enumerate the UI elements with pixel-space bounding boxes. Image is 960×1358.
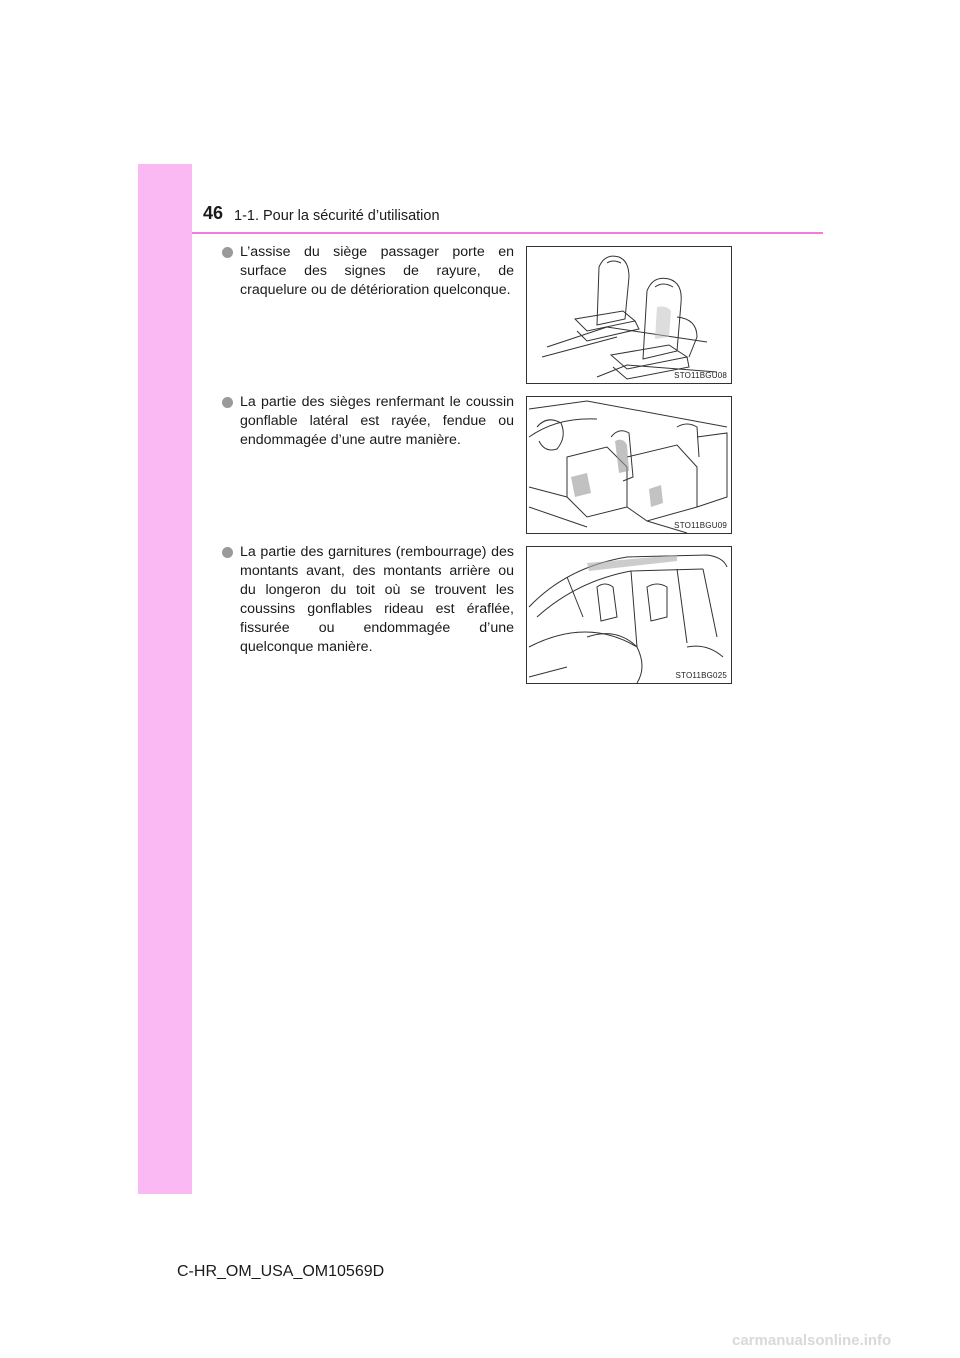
figure-curtain-airbag-pillars (526, 546, 732, 684)
side-color-band (138, 164, 192, 1194)
section-title: 1-1. Pour la sécurité d’utilisation (234, 208, 440, 224)
watermark: carmanualsonline.info (732, 1332, 892, 1349)
bullet-item-seat-cushion (222, 243, 514, 300)
vehicle-side-illustration (527, 547, 731, 683)
footer-doc-code: C-HR_OM_USA_OM10569D (177, 1263, 385, 1280)
header-rule (192, 232, 823, 234)
bullet-icon (222, 247, 233, 258)
figure-passenger-seat (526, 246, 732, 384)
bullet-item-curtain-airbag (222, 543, 514, 657)
bullet-icon (222, 547, 233, 558)
bullet-text: L’assise du siège passager porte en surface des signes de rayure, de craquelure ou de détérioration quelconque. (240, 244, 514, 298)
figure-code: STO11BG025 (675, 671, 727, 680)
bullet-item-side-airbag (222, 393, 514, 450)
figure-side-airbag-seats (526, 396, 732, 534)
page-number: 46 (203, 203, 224, 223)
figure-code: STO11BGU09 (674, 521, 727, 530)
bullet-icon (222, 397, 233, 408)
bullet-text: La partie des sièges renfermant le coussin gonflable latéral est rayée, fendue ou endommagée d’une autre manière. (240, 394, 514, 448)
interior-illustration (527, 397, 731, 533)
seat-illustration (527, 247, 731, 383)
figure-code: STO11BGU08 (674, 371, 727, 380)
bullet-text: La partie des garnitures (rembourrage) des montants avant, des montants arrière ou du longeron du toit où se trouvent les coussins gonflables rideau est éraflée, fissurée ou endommagée d’une quelconque manière. (240, 544, 514, 655)
